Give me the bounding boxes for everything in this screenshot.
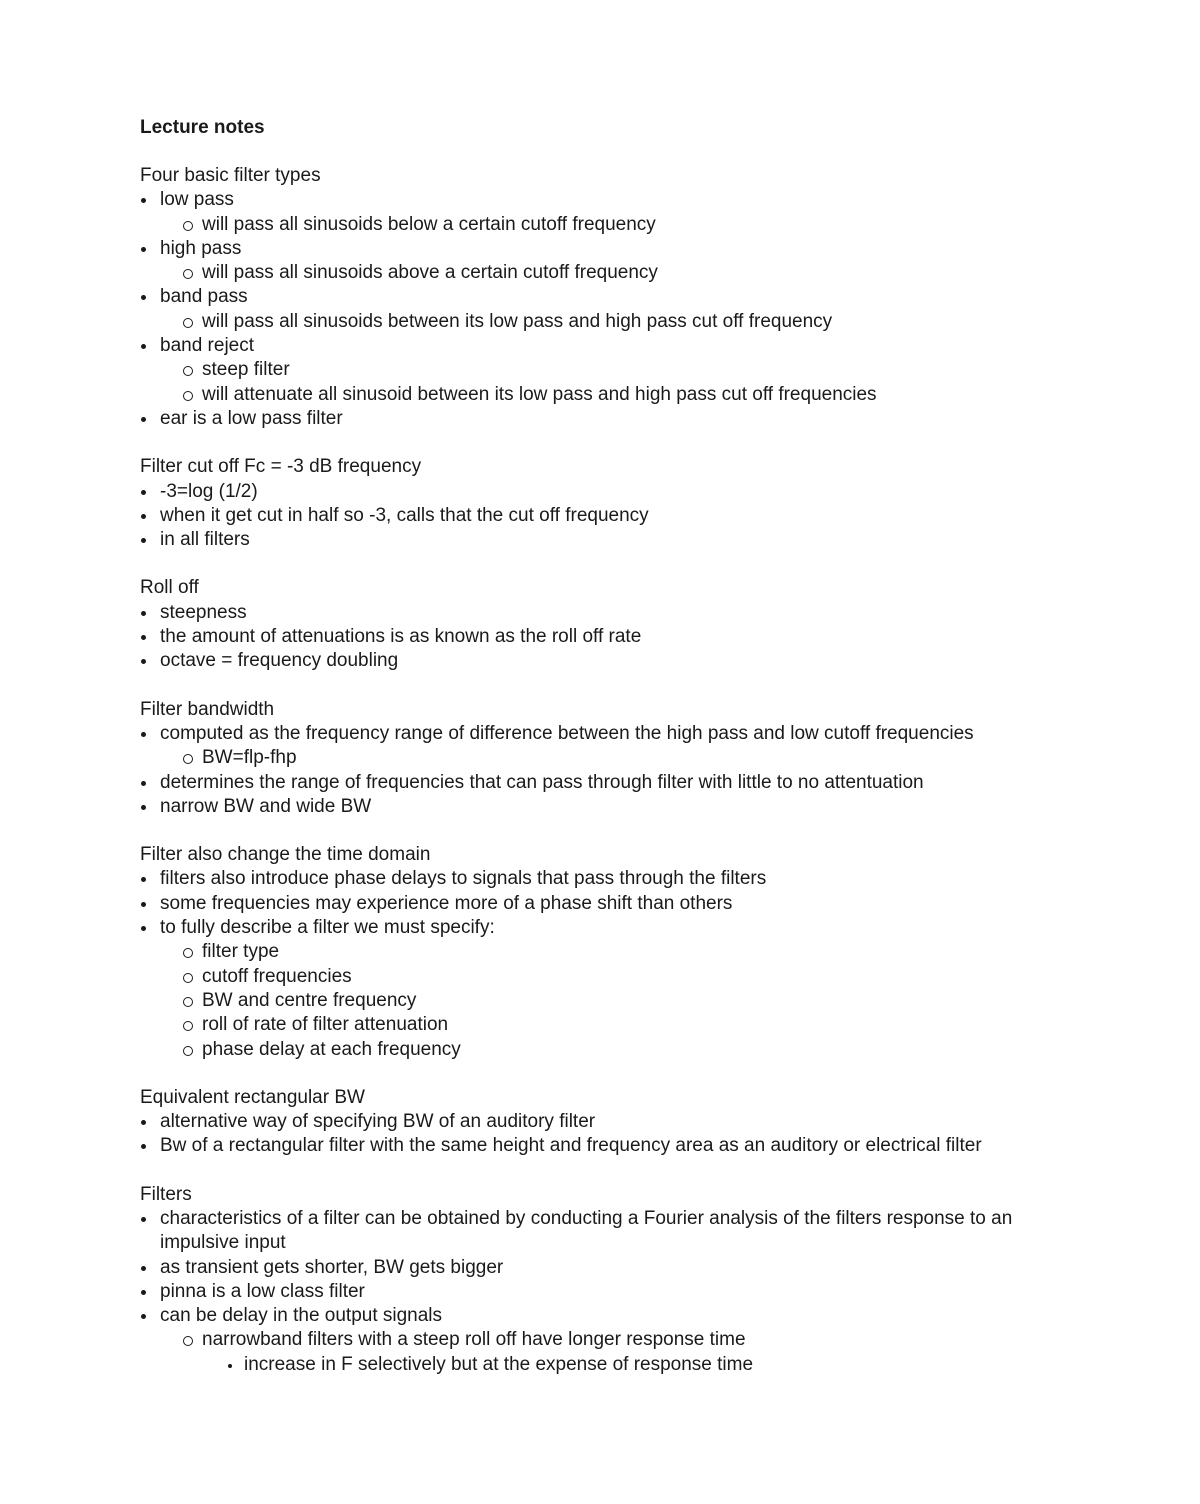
list-item-text: BW=flp-fhp (202, 747, 297, 769)
list-item-text: high pass (160, 237, 242, 259)
bullet-icon (141, 1266, 146, 1271)
list-item (140, 358, 1080, 382)
list-item-text: cutoff frequencies (202, 965, 352, 987)
list-item (140, 1013, 1080, 1037)
list-item (140, 1256, 1080, 1280)
list-item (140, 1280, 1080, 1304)
list-item-text: will pass all sinusoids above a certain cutoff frequency (202, 262, 658, 284)
list-item (140, 649, 1080, 673)
section-heading: Roll off (140, 577, 199, 599)
list-item (140, 213, 1080, 237)
bullet-icon (141, 538, 146, 543)
list-item (140, 1207, 1080, 1256)
section-heading: Four basic filter types (140, 165, 321, 186)
list-item-text: narrowband filters with a steep roll off have longer response time (202, 1329, 746, 1351)
list-item (140, 1134, 1080, 1158)
list-item (140, 334, 1080, 358)
circle-bullet-icon (183, 973, 193, 983)
circle-bullet-icon (183, 948, 193, 958)
bullet-icon (141, 781, 146, 786)
bullet-icon (141, 417, 146, 422)
list-item (140, 601, 1080, 625)
list-item-text: band pass (160, 286, 248, 308)
bullet-icon (141, 295, 146, 300)
list-item-text: ear is a low pass filter (160, 407, 343, 429)
list-item (140, 916, 1080, 940)
bullet-icon (141, 1290, 146, 1295)
circle-bullet-icon (183, 1336, 193, 1346)
circle-bullet-icon (183, 997, 193, 1007)
section (140, 1086, 1080, 1159)
list-item (140, 965, 1080, 989)
list-item-text: will pass all sinusoids between its low pass and high pass cut off frequency (202, 310, 833, 332)
bullet-icon (141, 247, 146, 252)
list-item-text: will pass all sinusoids below a certain cutoff frequency (202, 213, 656, 235)
list-item-text: when it get cut in half so -3, calls that the cut off frequency (160, 504, 649, 526)
list-item-text: will attenuate all sinusoid between its low pass and high pass cut off frequencies (202, 383, 877, 405)
list-item (140, 261, 1080, 285)
list-item (140, 383, 1080, 407)
list-item-text: pinna is a low class filter (160, 1280, 365, 1302)
bullet-icon (141, 198, 146, 203)
bullet-icon (141, 877, 146, 882)
bullet-icon (141, 1314, 146, 1319)
list-item (140, 989, 1080, 1013)
list-item-text: filters also introduce phase delays to signals that pass through the filters (160, 868, 767, 890)
bullet-icon (141, 732, 146, 737)
list-item (140, 1038, 1080, 1062)
section-heading: Filter also change the time domain (140, 844, 431, 866)
list-item-text: increase in F selectively but at the expense of response time (244, 1353, 754, 1375)
list-item (140, 722, 1080, 746)
list-item-text: determines the range of frequencies that can pass through filter with little to no attentuation (160, 771, 924, 793)
bullet-icon (141, 635, 146, 640)
circle-bullet-icon (183, 318, 193, 328)
bullet-icon (141, 1144, 146, 1149)
section-heading: Filter cut off Fc = -3 dB frequency (140, 456, 422, 478)
section (140, 843, 1080, 1062)
list-item (140, 795, 1080, 819)
list-item-text: roll of rate of filter attenuation (202, 1014, 449, 1036)
list-item (140, 285, 1080, 309)
list-item-text: the amount of attenuations is as known as the roll off rate (160, 626, 642, 648)
section (140, 1183, 1080, 1377)
section (140, 698, 1080, 819)
section (140, 455, 1080, 552)
circle-bullet-icon (183, 221, 193, 231)
list-item (140, 940, 1080, 964)
list-item-text: low pass (160, 189, 234, 211)
bullet-icon (141, 659, 146, 664)
bullet-icon (141, 902, 146, 907)
section-heading: Filters (140, 1183, 192, 1205)
bullet-icon (141, 344, 146, 349)
page-title: Lecture notes (140, 117, 265, 138)
list-item-text: some frequencies may experience more of a phase shift than others (160, 892, 733, 914)
circle-bullet-icon (183, 1046, 193, 1056)
list-item-text: in all filters (160, 529, 250, 551)
bullet-icon (228, 1364, 232, 1368)
list-item-text: to fully describe a filter we must specify: (160, 917, 495, 939)
list-item-text: Bw of a rectangular filter with the same height and frequency area as an auditory or electrical filter (160, 1135, 982, 1157)
section (140, 576, 1080, 673)
list-item (140, 504, 1080, 528)
circle-bullet-icon (183, 391, 193, 401)
section-heading: Equivalent rectangular BW (140, 1086, 365, 1108)
list-item-text: band reject (160, 335, 255, 357)
bullet-icon (141, 1217, 146, 1222)
list-item-text: can be delay in the output signals (160, 1305, 443, 1327)
list-item-text: octave = frequency doubling (160, 650, 399, 672)
bullet-icon (141, 1120, 146, 1125)
list-item (140, 771, 1080, 795)
circle-bullet-icon (183, 754, 193, 764)
list-item (140, 1328, 1080, 1352)
list-item (140, 480, 1080, 504)
list-item (140, 237, 1080, 261)
list-item-text: narrow BW and wide BW (160, 795, 372, 817)
circle-bullet-icon (183, 269, 193, 279)
list-item (140, 528, 1080, 552)
bullet-icon (141, 490, 146, 495)
list-item (140, 625, 1080, 649)
list-item (140, 892, 1080, 916)
list-item-text: steep filter (202, 359, 290, 381)
list-item-text: computed as the frequency range of difference between the high pass and low cutoff frequencies (160, 722, 974, 744)
circle-bullet-icon (183, 1021, 193, 1031)
list-item (140, 188, 1080, 212)
list-item (140, 1110, 1080, 1134)
list-item-text: filter type (202, 941, 280, 963)
notes-page (140, 116, 1080, 1401)
list-item (140, 867, 1080, 891)
list-item (140, 310, 1080, 334)
list-item (140, 407, 1080, 431)
list-item-text: -3=log (1/2) (160, 480, 258, 502)
bullet-icon (141, 926, 146, 931)
list-item-text: BW and centre frequency (202, 989, 417, 1011)
list-item-text: characteristics of a filter can be obtained by conducting a Fourier analysis of the filters response to an impulsive input (160, 1207, 1013, 1254)
section (140, 164, 1080, 431)
notes-body (140, 164, 1080, 1377)
list-item-text: phase delay at each frequency (202, 1038, 461, 1060)
list-item-text: alternative way of specifying BW of an auditory filter (160, 1111, 596, 1133)
list-item-text: as transient gets shorter, BW gets bigger (160, 1256, 504, 1278)
bullet-icon (141, 805, 146, 810)
list-item (140, 1353, 1080, 1377)
list-item-text: steepness (160, 601, 247, 623)
bullet-icon (141, 514, 146, 519)
bullet-icon (141, 611, 146, 616)
circle-bullet-icon (183, 366, 193, 376)
list-item (140, 746, 1080, 770)
list-item (140, 1304, 1080, 1328)
section-heading: Filter bandwidth (140, 698, 275, 720)
